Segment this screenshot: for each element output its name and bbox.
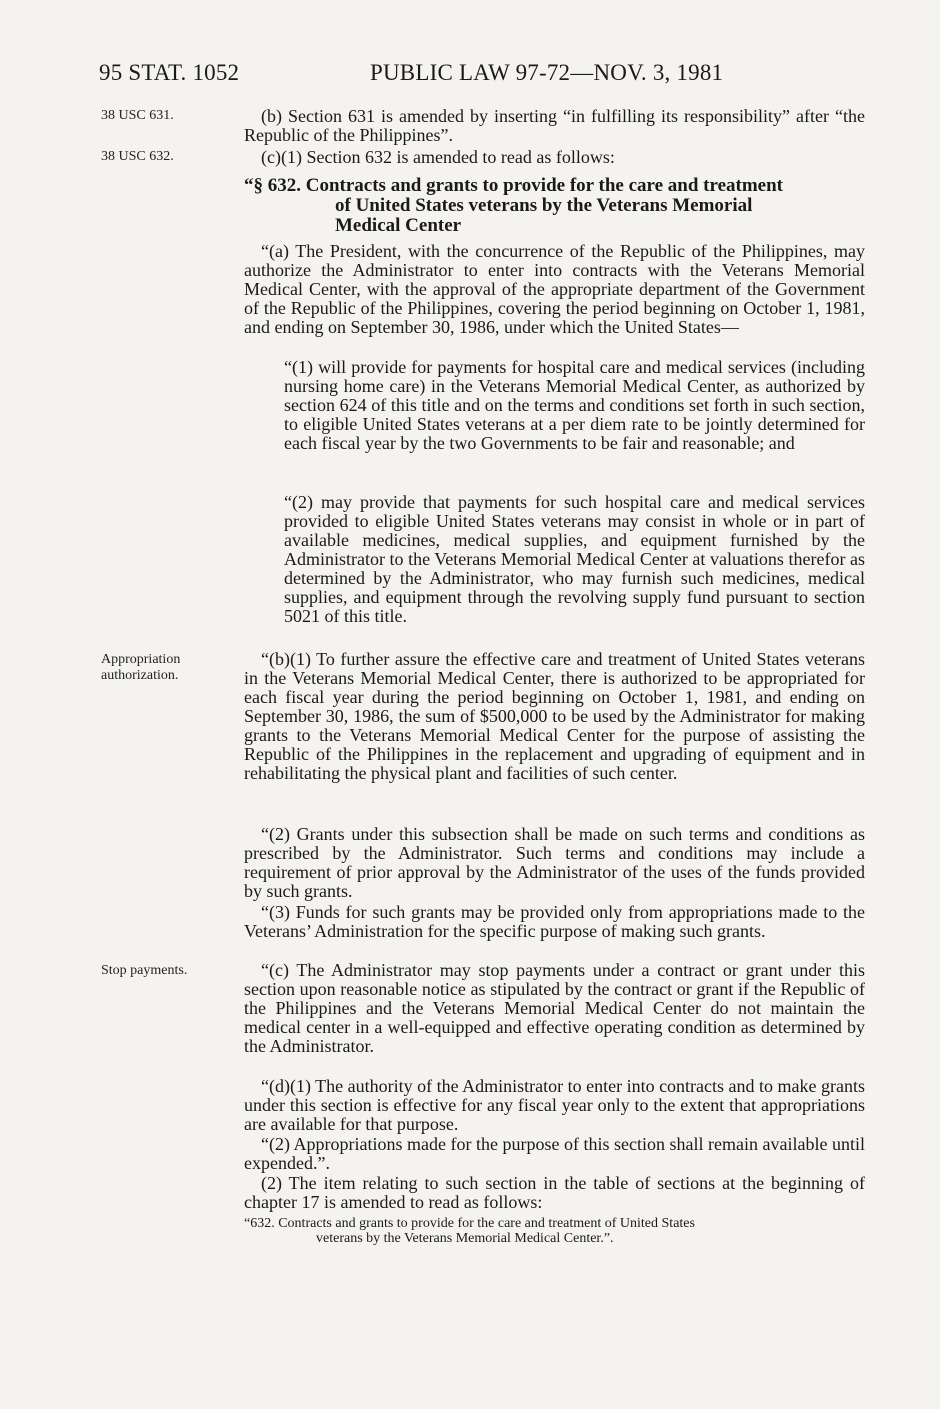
paragraph-b: (b) Section 631 is amended by inserting “in fulfilling its responsibility” after “the Republic of the Philippines”. — [244, 106, 865, 145]
margin-note-appropriation-line1: Appropriation — [101, 652, 181, 667]
section-heading — [244, 176, 865, 236]
table-of-sections-entry — [244, 1216, 865, 1246]
paragraph-c1: (c)(1) Section 632 is amended to read as follows: — [261, 147, 615, 167]
running-head: PUBLIC LAW 97-72—NOV. 3, 1981 — [370, 60, 724, 85]
subsection-a: “(a) The President, with the concurrence of the Republic of the Philippines, may authorize the Administrator to enter into contracts with the Veterans Memorial Medical Center, with the approval of the appropriate department of the Government of the Republic of the Philippines, covering the period beginning on October 1, 1981, and ending on September 30, 1986, under which the United States— — [244, 241, 865, 337]
subsection-a-1: “(1) will provide for payments for hospital care and medical services (including nursing home care) in the Veterans Memorial Medical Center, as authorized by section 624 of this title and on the terms and conditions set forth in such section, to eligible United States veterans at a per diem rate to be jointly determined for each fiscal year by the two Governments to be fair and reasonable; and — [284, 357, 865, 453]
section-heading-line1: “§ 632. Contracts and grants to provide for the care and treatment — [244, 175, 783, 196]
margin-note-usc631: 38 USC 631. — [101, 108, 174, 123]
subsection-b-3: “(3) Funds for such grants may be provided only from appropriations made to the Veterans’ Administration for the specific purpose of making such grants. — [244, 902, 865, 941]
section-heading-line3: Medical Center — [335, 215, 462, 236]
subsection-b-1: “(b)(1) To further assure the effective care and treatment of United States veterans in the Veterans Memorial Medical Center, there is authorized to be appropriated for each fiscal year during the period beginning on October 1, 1981, and ending on September 30, 1986, the sum of $500,000 to be used by the Administrator for making grants to the Veterans Memorial Medical Center for the purpose of assisting the Republic of the Philippines in the replacement and upgrading of equipment and in rehabilitating the physical plant and facilities of such center. — [244, 649, 865, 783]
margin-note-appropriation — [101, 652, 180, 684]
table-entry-line1: “632. Contracts and grants to provide for the care and treatment of United States — [244, 1216, 695, 1231]
margin-note-appropriation-line2: authorization. — [101, 668, 179, 683]
section-heading-line2: of United States veterans by the Veterans Memorial — [335, 195, 753, 216]
subsection-d-1: “(d)(1) The authority of the Administrator to enter into contracts and to make grants under this section is effective for any fiscal year only to the extent that appropriations are available for that purpose. — [244, 1076, 865, 1134]
margin-note-stop-payments: Stop payments. — [101, 963, 188, 978]
margin-note-usc632: 38 USC 632. — [101, 149, 174, 164]
subsection-c: “(c) The Administrator may stop payments under a contract or grant under this section upon reasonable notice as stipulated by the contract or grant if the Republic of the Philippines and the Veterans Memorial Medical Center do not maintain the medical center in a well-equipped and effective operating condition as determined by the Administrator. — [244, 960, 865, 1056]
subsection-a-2: “(2) may provide that payments for such hospital care and medical services provided to eligible United States veterans may consist in whole or in part of available medicines, medical supplies, and equipment furnished by the Administrator to the Veterans Memorial Medical Center at valuations therefor as determined by the Administrator, who may furnish such medicines, medical supplies, and equipment through the revolving supply fund pursuant to section 5021 of this title. — [284, 492, 865, 626]
subsection-b-2: “(2) Grants under this subsection shall be made on such terms and conditions as prescribed by the Administrator. Such terms and conditions may include a requirement of prior approval by the Administrator of the uses of the funds provided by such grants. — [244, 824, 865, 901]
paragraph-c2: (2) The item relating to such section in the table of sections at the beginning of chapter 17 is amended to read as follows: — [244, 1173, 865, 1212]
subsection-d-2: “(2) Appropriations made for the purpose of this section shall remain available until expended.”. — [244, 1134, 865, 1173]
stat-page-number: 95 STAT. 1052 — [99, 60, 240, 85]
table-entry-line2: veterans by the Veterans Memorial Medical Center.”. — [316, 1231, 614, 1246]
